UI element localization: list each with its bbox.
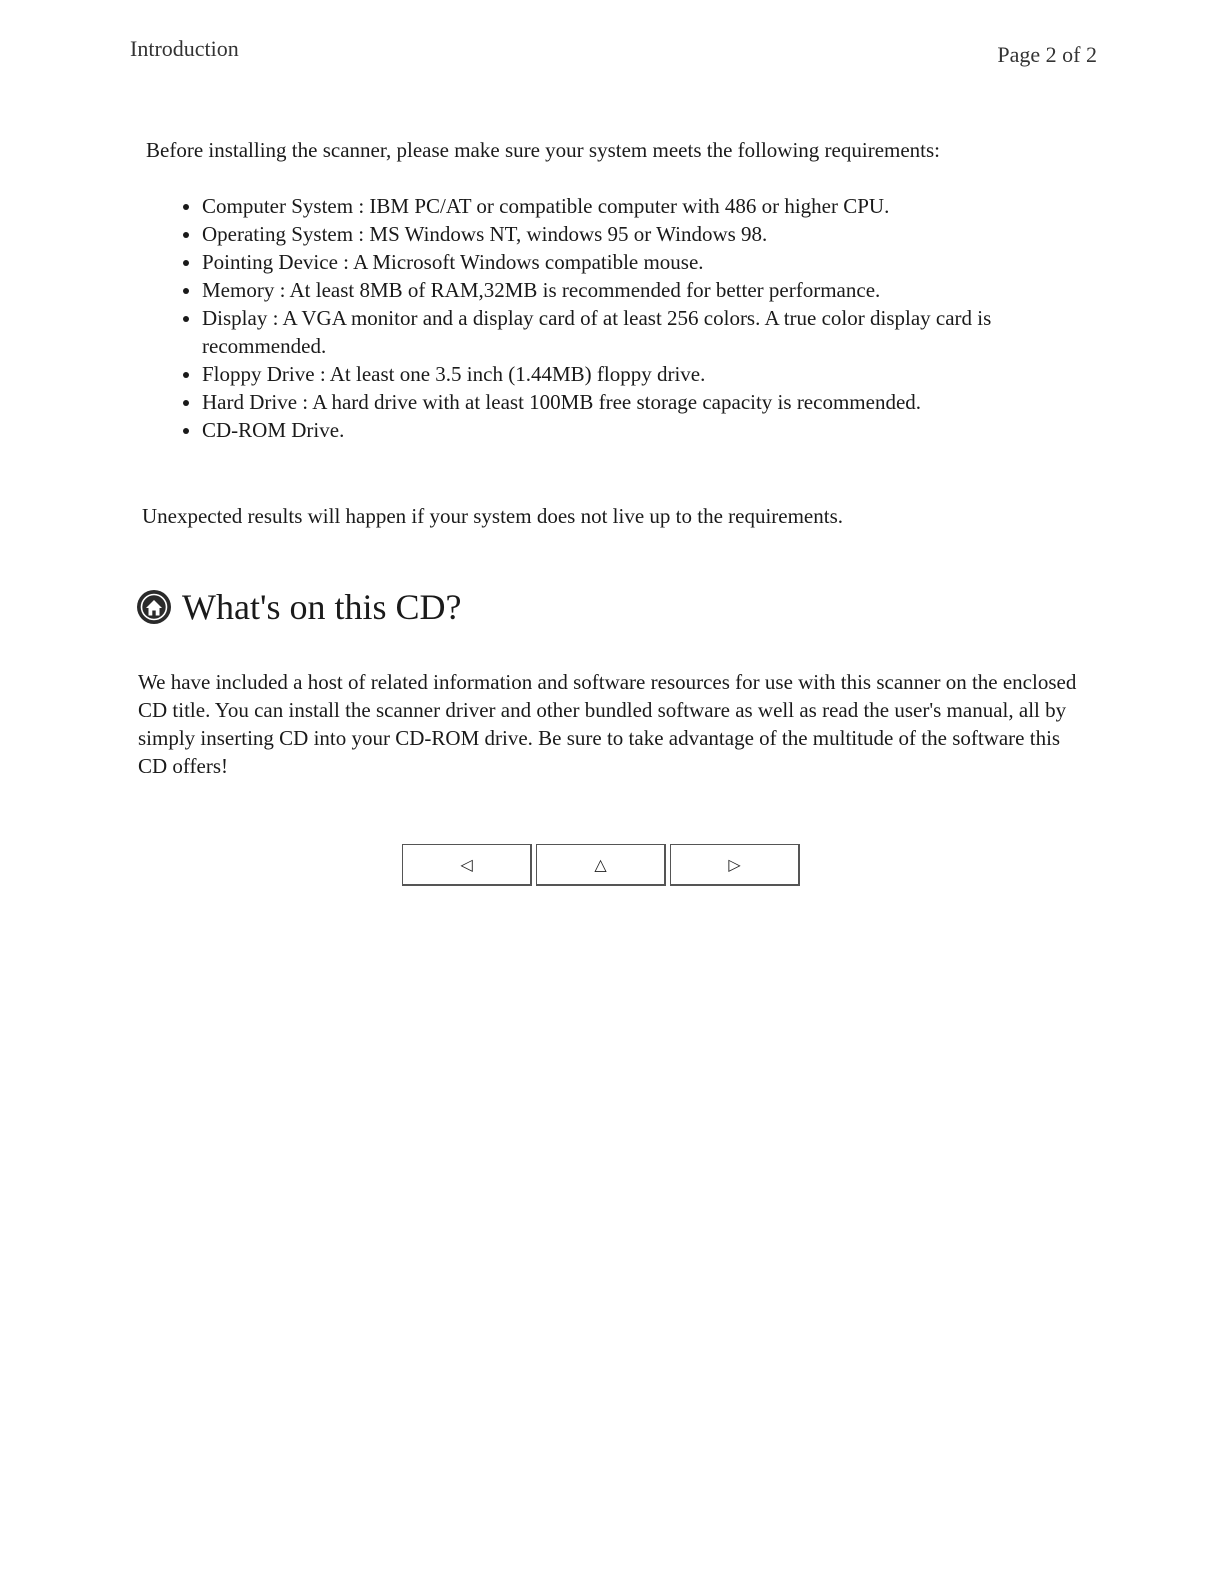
list-item: • Pointing Device : A Microsoft Windows compatible mouse. — [202, 248, 1102, 276]
home-icon[interactable] — [136, 589, 172, 625]
list-item: • Hard Drive : A hard drive with at least 100MB free storage capacity is recommended. — [202, 388, 1102, 416]
list-item: • Floppy Drive : At least one 3.5 inch (1.44MB) floppy drive. — [202, 360, 1102, 388]
cd-description: We have included a host of related information and software resources for use with this scanner on the enclosed CD title. You can install the scanner driver and other bundled software as well as read the user's manual, all by simply inserting CD into your CD-ROM drive. Be sure to take advantage of the multitude of the software this CD offers! — [138, 670, 1077, 778]
list-item: • Display : A VGA monitor and a display card of at least 256 colors. A true color display card is recommended. — [202, 304, 1102, 360]
next-button[interactable] — [670, 844, 800, 886]
navigation-bar — [402, 844, 800, 886]
cd-section-title: What's on this CD? — [182, 587, 462, 627]
requirements-list — [174, 192, 1102, 444]
list-item: • Operating System : MS Windows NT, windows 95 or Windows 98. — [202, 220, 1102, 248]
header-section-title: Introduction — [130, 36, 239, 61]
requirements-warning: Unexpected results will happen if your system does not live up to the requirements. — [142, 504, 844, 528]
requirements-intro: Before installing the scanner, please make sure your system meets the following requirements: — [146, 138, 941, 162]
previous-button[interactable] — [402, 844, 532, 886]
cd-section-heading — [136, 586, 461, 628]
next-arrow-icon: ▷ — [728, 855, 741, 874]
list-item: • CD-ROM Drive. — [202, 416, 1102, 444]
up-arrow-icon: △ — [594, 855, 607, 874]
list-item: • Memory : At least 8MB of RAM,32MB is recommended for better performance. — [202, 276, 1102, 304]
previous-arrow-icon: ◁ — [460, 855, 473, 874]
up-button[interactable] — [536, 844, 666, 886]
list-item: • Computer System : IBM PC/AT or compatible computer with 486 or higher CPU. — [202, 192, 1102, 220]
page-indicator: Page 2 of 2 — [997, 42, 1097, 67]
